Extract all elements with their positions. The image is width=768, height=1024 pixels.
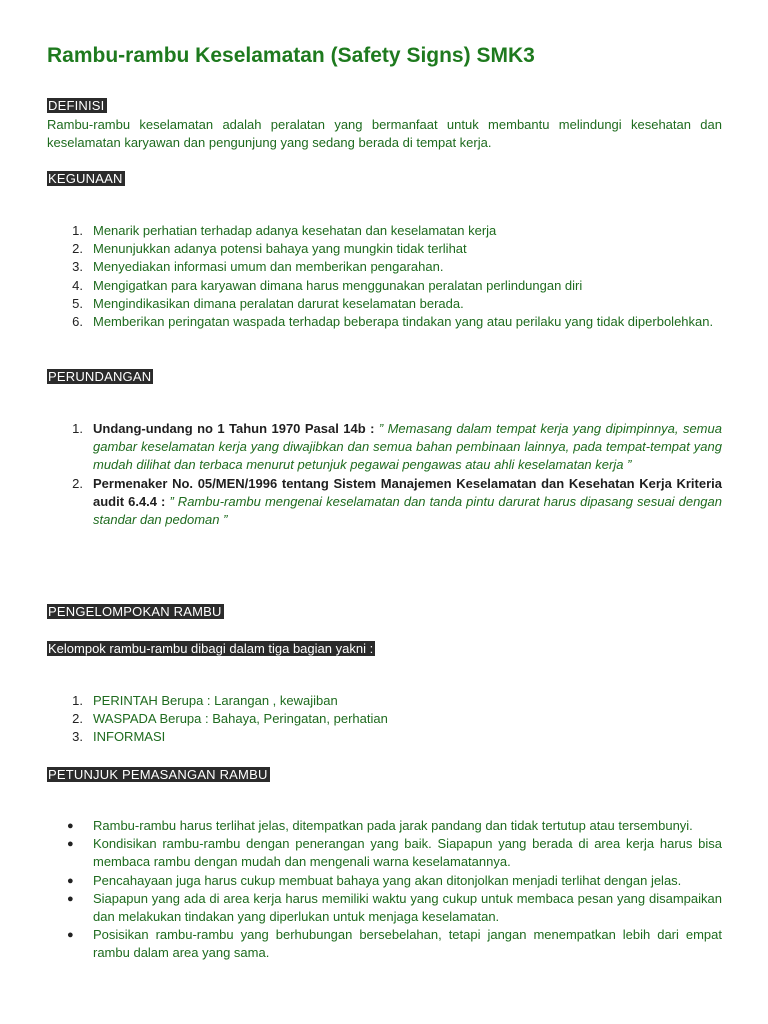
- list-number: 2.: [72, 241, 83, 257]
- list-item-text: Memberikan peringatan waspada terhadap beberapa tindakan yang atau perilaku yang tidak diperbolehkan.: [93, 314, 714, 330]
- list-item: [47, 835, 722, 871]
- heading-perundangan: PERUNDANGAN: [48, 369, 152, 384]
- list-number: 2.: [72, 711, 83, 727]
- list-item-text: Kondisikan rambu-rambu dengan penerangan yang baik. Siapapun yang berada di area kerja harus bisa membaca rambu dengan mudah dan mengenali warna keselamatannya.: [93, 836, 722, 870]
- list-item: [47, 710, 722, 728]
- definisi-text: Rambu-rambu keselamatan adalah peralatan yang bermanfaat untuk membantu melindungi kesehatan dan keselamatan karyawan dan pengunjung yang sedang berada di tempat kerja.: [47, 117, 722, 151]
- list-item-text: Menarik perhatian terhadap adanya kesehatan dan keselamatan kerja: [93, 223, 497, 238]
- list-number: 1.: [72, 693, 83, 708]
- list-number: 1.: [72, 421, 83, 436]
- list-number: 3.: [72, 259, 83, 275]
- list-item: [47, 926, 722, 962]
- list-item-text: Rambu-rambu harus terlihat jelas, ditempatkan pada jarak pandang dan tidak tertutup atau tersembunyi.: [93, 818, 693, 833]
- law-quote: ” Rambu-rambu mengenai keselamatan dan tanda pintu darurat harus dipasang sesuai dengan standar dan pedoman ”: [93, 493, 722, 528]
- list-number: 5.: [72, 295, 83, 311]
- list-item-text: WASPADA Berupa : Bahaya, Peringatan, perhatian: [93, 711, 388, 727]
- list-number: 3.: [72, 729, 83, 745]
- section-petunjuk: [47, 766, 722, 784]
- list-item-text: INFORMASI: [93, 729, 166, 745]
- heading-definisi: DEFINISI: [48, 98, 105, 113]
- list-item: [47, 475, 722, 530]
- list-item: [47, 313, 722, 331]
- section-pengelompokan: [47, 603, 722, 621]
- list-item: [47, 872, 722, 890]
- bullet-icon: ●: [67, 929, 74, 942]
- list-item-text: PERINTAH Berupa : Larangan , kewajiban: [93, 693, 338, 708]
- heading-petunjuk: PETUNJUK PEMASANGAN RAMBU: [48, 767, 268, 782]
- petunjuk-list: [47, 817, 722, 963]
- list-item: [47, 692, 722, 710]
- heading-kegunaan: KEGUNAAN: [48, 171, 123, 186]
- pengelompokan-intro: Kelompok rambu-rambu dibagi dalam tiga bagian yakni :: [48, 641, 374, 656]
- list-item-text: Menunjukkan adanya potensi bahaya yang mungkin tidak terlihat: [93, 241, 467, 257]
- list-item: [47, 295, 722, 313]
- list-number: 6.: [72, 314, 83, 330]
- list-item: [47, 277, 722, 295]
- list-item: [47, 728, 722, 746]
- bullet-icon: ●: [67, 874, 74, 887]
- section-kegunaan: [47, 170, 722, 188]
- kegunaan-list: [47, 222, 722, 331]
- law-separator: :: [157, 493, 170, 509]
- list-item-text: Pencahayaan juga harus cukup membuat bahaya yang akan ditonjolkan menjadi terlihat dengan jelas.: [93, 872, 682, 888]
- heading-pengelompokan: PENGELOMPOKAN RAMBU: [48, 604, 222, 619]
- list-item-text: Siapapun yang ada di area kerja harus memiliki waktu yang cukup untuk membaca pesan yang disampaikan dan melakukan tindakan yang diperlukan untuk menjaga keselamatan.: [93, 890, 722, 925]
- bullet-icon: ●: [67, 838, 74, 851]
- list-number: 1.: [72, 223, 83, 238]
- pengelompokan-list: [47, 692, 722, 747]
- law-title: Undang-undang no 1 Tahun 1970 Pasal 14b: [93, 421, 366, 436]
- bullet-icon: ●: [67, 892, 74, 905]
- document-title: Rambu-rambu Keselamatan (Safety Signs) SMK3: [47, 44, 535, 67]
- pengelompokan-intro-block: [47, 640, 722, 658]
- list-item-text: Menyediakan informasi umum dan memberikan pengarahan.: [93, 259, 444, 275]
- list-item: [47, 817, 722, 835]
- list-item: [47, 258, 722, 276]
- list-item: [47, 890, 722, 926]
- list-item: [47, 240, 722, 258]
- law-title: Permenaker No. 05/MEN/1996 tentang Sistem Manajemen Keselamatan dan Kesehatan Kerja Kriteria audit 6.4.4: [93, 475, 722, 509]
- section-perundangan: [47, 368, 722, 386]
- list-item-text: Posisikan rambu-rambu yang berhubungan bersebelahan, tetapi jangan menempatkan lebih dari empat rambu dalam area yang sama.: [93, 927, 722, 961]
- perundangan-list: [47, 420, 722, 529]
- law-quote: ” Memasang dalam tempat kerja yang dipimpinnya, semua gambar keselamatan kerja yang diwajibkan dan semua bahan pembinaan lainnya, pada tempat-tempat yang mudah dilihat dan terbaca menurut petunjuk pegawai pengawas atau ahli keselamatan kerja ”: [93, 421, 722, 473]
- list-number: 2.: [72, 475, 83, 491]
- section-definisi: [47, 97, 722, 153]
- list-item: [47, 222, 722, 240]
- bullet-icon: ●: [67, 820, 74, 832]
- list-item-text: Mengigatkan para karyawan dimana harus menggunakan peralatan perlindungan diri: [93, 277, 583, 293]
- list-item-text: Mengindikasikan dimana peralatan darurat keselamatan berada.: [93, 295, 464, 311]
- law-separator: :: [365, 421, 379, 436]
- list-item: [47, 420, 722, 475]
- list-number: 4.: [72, 277, 83, 293]
